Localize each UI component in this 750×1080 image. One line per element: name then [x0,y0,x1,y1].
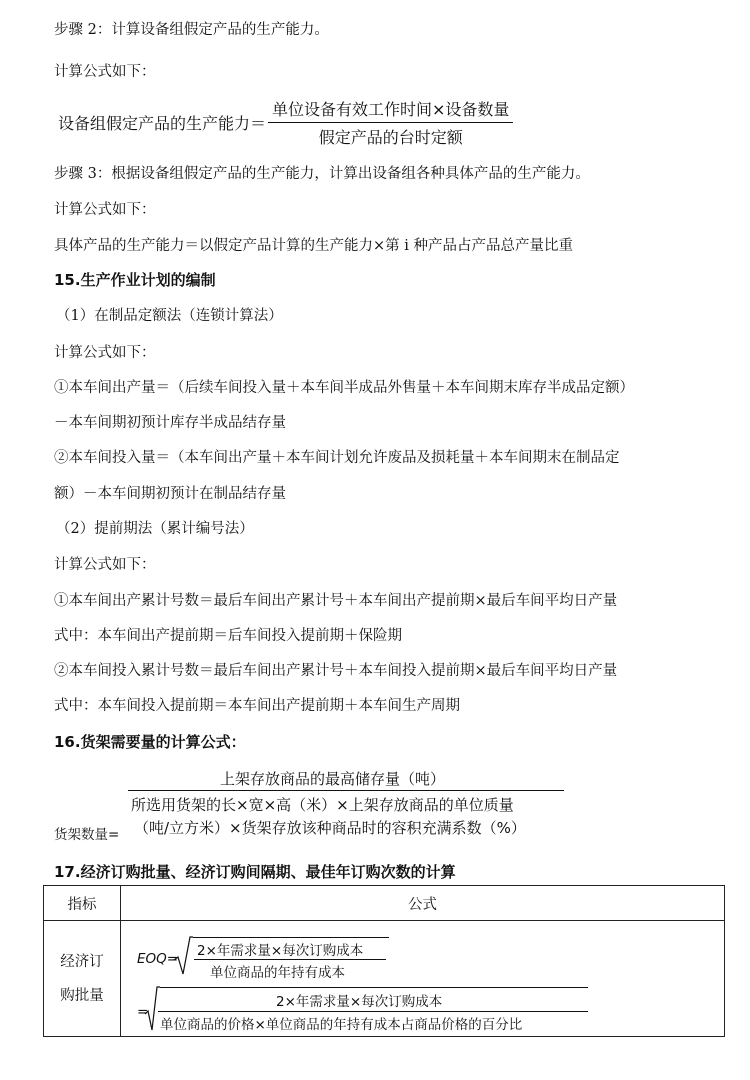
table-header-indicator: 指标 [44,886,121,921]
shelf-denominator-line-1: 所选用货架的长×宽×高（米）×上架存放商品的单位质量 [131,796,514,814]
step2-text: 步骤 2：计算设备组假定产品的生产能力。 [54,22,329,38]
formula-intro: 计算公式如下： [54,557,156,573]
eoq-denominator-2: 单位商品的价格×单位商品的年持有成本占商品价格的百分比 [160,1017,523,1033]
capacity-formula [58,97,513,148]
step3-text: 步骤 3：根据设备组假定产品的生产能力，计算出设备组各种具体产品的生产能力。 [54,166,590,182]
radical-overbar [193,937,389,938]
radical-overbar [160,987,588,988]
fraction-bar [158,1011,588,1012]
formula-intro: 计算公式如下： [54,202,156,218]
eoq-label-line-2: 购批量 [60,987,104,1004]
equals-sign: = [137,1004,149,1020]
capacity-formula-denominator: 假定产品的台时定额 [318,128,463,147]
section-17-title: 17.经济订购批量、经济订购间隔期、最佳年订购次数的计算 [54,863,456,881]
method-2-heading: （2）提前期法（累计编号法） [56,521,254,537]
section-15-title: 15.生产作业计划的编制 [54,271,216,289]
specific-capacity-formula: 具体产品的生产能力＝以假定产品计算的生产能力×第 i 种产品占产品总产量比重 [54,238,574,254]
formula-1-line-2: －本车间期初预计库存半成品结存量 [54,415,286,431]
eoq-numerator-1: 2×年需求量×每次订购成本 [197,943,364,959]
cumulative-output-formula: ①本车间出产累计号数＝最后车间出产累计号＋本车间出产提前期×最后车间平均日产量 [54,593,618,609]
cumulative-output-note: 式中：本车间出产提前期＝后车间投入提前期＋保险期 [54,628,402,644]
eoq-symbol: EOQ= [137,951,179,967]
formula-intro: 计算公式如下： [54,345,156,361]
cumulative-input-formula: ②本车间投入累计号数＝最后车间出产累计号＋本车间投入提前期×最后车间平均日产量 [54,663,618,679]
fraction-bar [194,959,386,960]
shelf-numerator: 上架存放商品的最高储存量（吨） [220,770,446,788]
formula-intro: 计算公式如下： [54,64,156,80]
formula-2-line-2: 额）－本车间期初预计在制品结存量 [54,486,286,502]
formula-1-line-1: ①本车间出产量＝（后续车间投入量＋本车间半成品外售量＋本车间期末库存半成品定额） [54,380,634,396]
fraction-bar [128,790,564,791]
table-header-formula: 公式 [121,886,725,921]
table-row-label [44,921,121,1037]
shelf-denominator-line-2: （吨/立方米）×货架存放该种商品时的容积充满系数（%） [134,819,526,837]
eoq-numerator-2: 2×年需求量×每次订购成本 [276,994,443,1010]
radical-sign-icon [173,934,193,978]
section-16-title: 16.货架需要量的计算公式： [54,733,246,751]
cumulative-input-note: 式中：本车间投入提前期＝本车间出产提前期＋本车间生产周期 [54,698,460,714]
method-1-heading: （1）在制品定额法（连锁计算法） [56,308,283,324]
formula-2-line-1: ②本车间投入量＝（本车间出产量＋本车间计划允许废品及损耗量＋本车间期末在制品定 [54,450,620,466]
shelf-formula-lhs: 货架数量= [54,827,120,843]
capacity-formula-numerator: 单位设备有效工作时间×设备数量 [268,97,513,123]
radical-sign-icon [144,984,160,1034]
eoq-denominator-1: 单位商品的年持有成本 [210,965,345,981]
capacity-formula-lhs: 设备组假定产品的生产能力＝ [58,114,267,133]
eoq-label-line-1: 经济订 [60,953,104,970]
